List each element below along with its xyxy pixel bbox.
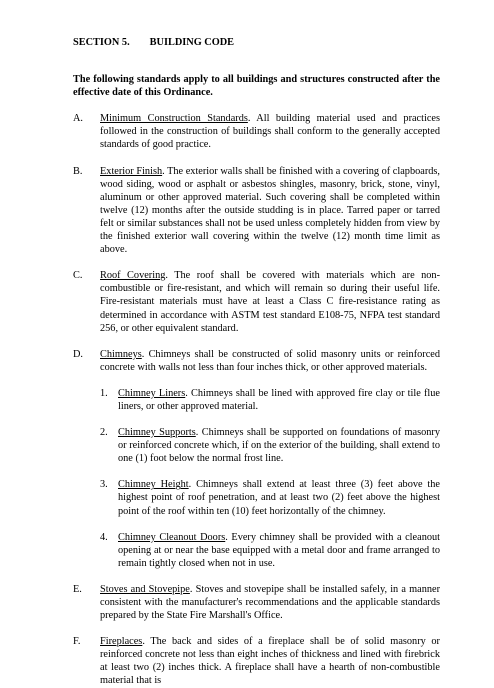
subsection-body bbox=[118, 531, 440, 570]
section-text: . Stoves and stovepipe shall be installed safely, in a manner consistent with the manufacturer's recommendations and the applicable standards prepared by the State Fire Marshall's Office. bbox=[100, 583, 440, 622]
subsection-title: Chimney Height bbox=[118, 479, 189, 491]
section-marker: B. bbox=[73, 165, 83, 177]
section-body bbox=[100, 165, 440, 257]
subsection-marker: 1. bbox=[100, 387, 108, 399]
subsection-title: Chimney Liners bbox=[118, 387, 186, 399]
section-d bbox=[73, 348, 440, 570]
subsection-title: Chimney Supports bbox=[118, 427, 196, 439]
section-title: Chimneys bbox=[100, 348, 142, 360]
section-title: Roof Covering bbox=[100, 270, 166, 282]
section-title: Minimum Construction Standards bbox=[100, 113, 248, 125]
section-marker: C. bbox=[73, 270, 83, 282]
subsection-2 bbox=[100, 426, 440, 465]
section-b bbox=[73, 165, 440, 257]
section-body bbox=[100, 348, 440, 570]
section-text: . The back and sides of a fireplace shall be of solid masonry or reinforced concrete not less than eight inches of thickness and lined with firebrick at least two (2) inches thick. A fireplace shall have a hearth of non-combustible material that is bbox=[100, 636, 440, 687]
section-body bbox=[100, 635, 440, 687]
section-a bbox=[73, 112, 440, 151]
section-title: Stoves and Stovepipe bbox=[100, 583, 190, 595]
subsection-body bbox=[118, 478, 440, 517]
subsection-marker: 3. bbox=[100, 479, 108, 491]
section-text: . Chimneys shall be constructed of solid masonry units or reinforced concrete with walls not less than four inches thick, or other approved materials. bbox=[100, 348, 440, 373]
subsection-4 bbox=[100, 531, 440, 570]
section-e bbox=[73, 583, 440, 622]
subsection-text: . Every chimney shall be provided with a cleanout opening at or near the base equipped with a metal door and frame arranged to remain tightly closed when not in use. bbox=[118, 531, 440, 569]
section-marker: A. bbox=[73, 113, 84, 125]
subsection-title: Chimney Cleanout Doors bbox=[118, 531, 226, 543]
section-heading bbox=[73, 36, 440, 49]
subsection-body bbox=[118, 387, 440, 413]
subsection-body bbox=[118, 426, 440, 465]
subsection-text: . Chimneys shall be lined with approved fire clay or tile flue liners, or other approved material. bbox=[118, 387, 440, 412]
subsection-3 bbox=[100, 478, 440, 517]
subsection-1 bbox=[100, 387, 440, 413]
section-marker: F. bbox=[73, 636, 81, 648]
intro-paragraph: The following standards apply to all buildings and structures constructed after the effective date of this Ordinance. bbox=[73, 74, 440, 99]
section-text: . All building material used and practices followed in the construction of buildings shall conform to the generally accepted standards of good practice. bbox=[100, 113, 441, 151]
section-marker: E. bbox=[73, 583, 82, 595]
section-f bbox=[73, 635, 440, 687]
section-body bbox=[100, 112, 440, 151]
section-title: Exterior Finish bbox=[100, 165, 163, 177]
subsection-marker: 4. bbox=[100, 531, 108, 543]
subsection-text: . Chimneys shall extend at least three (3) feet above the highest point of roof penetration, and at least two (2) feet above the highest point of the roof within ten (10) feet horizontally of the chimney. bbox=[118, 479, 441, 517]
section-title: Fireplaces bbox=[100, 636, 143, 648]
section-c bbox=[73, 269, 440, 334]
section-text: . The roof shall be covered with materials which are non-combustible or fire-resistant, and which will remain so during their useful life. Fire-resistant materials must have at least a Class C fire-resistance rating as determined in accordance with ASTM test standard E108-75, NFPA test standard 256, or other equivalent standard. bbox=[100, 270, 440, 334]
section-title: BUILDING CODE bbox=[149, 37, 235, 48]
section-body bbox=[100, 583, 440, 622]
section-text: . The exterior walls shall be finished with a covering of clapboards, wood siding, wood or asphalt or asbestos shingles, masonry, brick, stone, vinyl, aluminum or other approved material. Such covering shall be completed within twelve (12) months after the outside studding is in place. Tarred paper or tarred felt or similar substances shall not be used unless completely hidden from view by the finished exterior wall covering within the twelve (12) month time limit as above. bbox=[100, 165, 440, 256]
subsection-text: . Chimneys shall be supported on foundations of masonry or reinforced concrete which, if on the exterior of the building, shall extend to one (1) foot below the normal frost line. bbox=[118, 427, 440, 465]
section-number: SECTION 5. bbox=[73, 37, 130, 48]
section-marker: D. bbox=[73, 348, 84, 360]
subsection-marker: 2. bbox=[100, 427, 108, 439]
section-body bbox=[100, 269, 440, 334]
